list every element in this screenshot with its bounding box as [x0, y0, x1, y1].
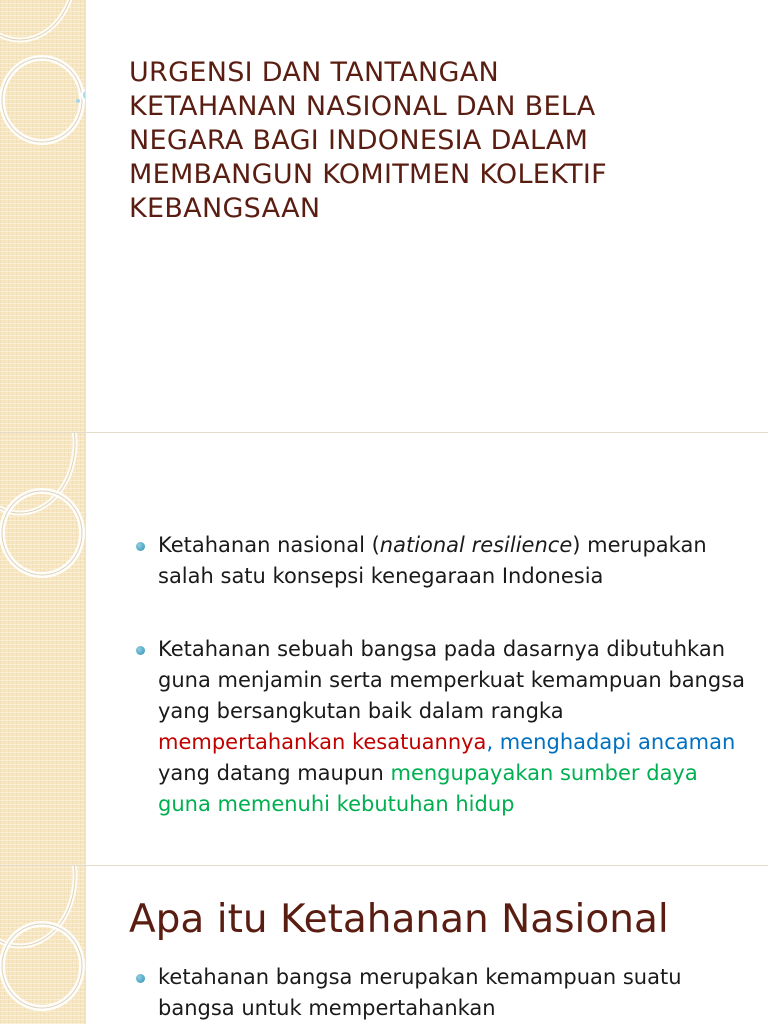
bullet-text: ) merupakan salah satu konsepsi kenegaraan Indonesia: [158, 533, 707, 588]
bullet-text: Ketahanan sebuah bangsa pada dasarnya dibutuhkan guna menjamin serta memperkuat kemampuan bangsa yang bersangkutan baik dalam rangka: [158, 637, 746, 723]
slide-3-title: Apa itu Ketahanan Nasional: [129, 897, 669, 942]
bullet-list: [158, 530, 753, 820]
decorative-sidebar: [0, 0, 86, 432]
bullet-item: [158, 634, 753, 820]
decorative-rings-icon: [0, 866, 85, 1024]
bullet-item: [158, 530, 753, 592]
decorative-rings-icon: [0, 0, 85, 432]
bullet-item: [158, 962, 753, 1024]
emphasis-red-text: mempertahankan kesatuannya: [158, 730, 487, 754]
slide-3: [0, 866, 768, 1024]
decorative-sidebar: [0, 866, 86, 1024]
bullet-icon: [136, 542, 145, 551]
decorative-sidebar: [0, 433, 86, 865]
slide-1: [0, 0, 768, 432]
slide-2: [0, 433, 768, 865]
emphasis-comma: ,: [486, 730, 500, 754]
bullet-icon: [136, 974, 145, 983]
bullet-text: Ketahanan nasional (: [158, 533, 380, 557]
emphasis-green-text: mengupayakan sumber daya guna memenuhi kebutuhan hidup: [158, 761, 698, 816]
bullet-text: yang datang maupun: [158, 761, 391, 785]
bullet-text: ketahanan bangsa merupakan kemampuan suatu bangsa untuk mempertahankan: [158, 965, 682, 1020]
bullet-text-italic: national resilience: [379, 533, 573, 557]
bullet-icon: [136, 646, 145, 655]
decorative-rings-icon: [0, 433, 85, 865]
emphasis-blue-text: menghadapi ancaman: [499, 730, 736, 754]
bullet-list: [158, 962, 753, 1024]
slide-1-title: URGENSI DAN TANTANGAN KETAHANAN NASIONAL DAN BELA NEGARA BAGI INDONESIA DALAM MEMBANGUN KOMITMEN KOLEKTIF KEBANGSAAN: [129, 57, 607, 224]
